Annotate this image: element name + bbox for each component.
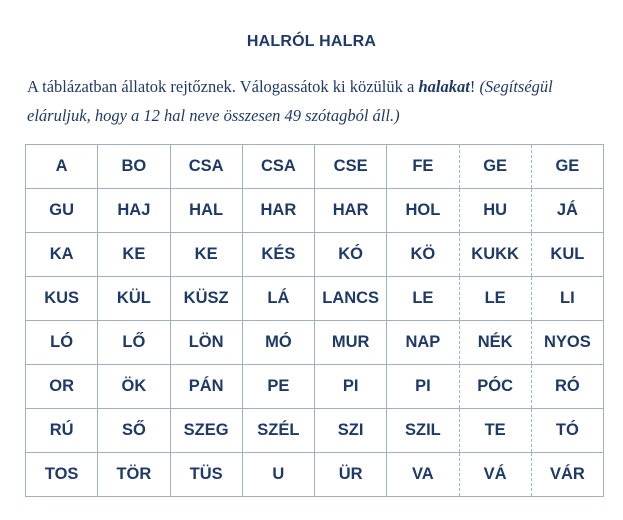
grid-cell[interactable]: LÁ	[242, 277, 314, 321]
grid-cell[interactable]: A	[26, 145, 98, 189]
grid-cell[interactable]: KE	[170, 233, 242, 277]
grid-cell[interactable]: BO	[98, 145, 170, 189]
syllable-grid	[25, 144, 604, 497]
instructions-text-end: !	[469, 77, 480, 96]
grid-cell[interactable]: ÖK	[98, 365, 170, 409]
grid-cell[interactable]: SZIL	[387, 409, 459, 453]
grid-cell[interactable]: PÁN	[170, 365, 242, 409]
grid-cell[interactable]: KUS	[26, 277, 98, 321]
grid-cell[interactable]: VA	[387, 453, 459, 497]
instructions-emphasis: halakat	[418, 77, 470, 96]
grid-cell[interactable]: TÜS	[170, 453, 242, 497]
grid-cell[interactable]: HAR	[315, 189, 387, 233]
grid-cell[interactable]: GE	[531, 145, 603, 189]
grid-cell[interactable]: LÓ	[26, 321, 98, 365]
grid-cell[interactable]: RÓ	[531, 365, 603, 409]
grid-cell[interactable]: CSA	[242, 145, 314, 189]
grid-cell[interactable]: NYOS	[531, 321, 603, 365]
grid-cell[interactable]: HOL	[387, 189, 459, 233]
grid-cell[interactable]: HU	[459, 189, 531, 233]
grid-cell[interactable]: MÓ	[242, 321, 314, 365]
grid-cell[interactable]: JÁ	[531, 189, 603, 233]
grid-cell[interactable]: KÓ	[315, 233, 387, 277]
grid-cell[interactable]: LANCS	[315, 277, 387, 321]
instructions-text: A táblázatban állatok rejtőznek. Válogassátok ki közülük a	[27, 77, 419, 96]
grid-cell[interactable]: KÜSZ	[170, 277, 242, 321]
grid-cell[interactable]: VÁ	[459, 453, 531, 497]
grid-cell[interactable]: HAR	[242, 189, 314, 233]
grid-cell[interactable]: OR	[26, 365, 98, 409]
grid-cell[interactable]: LI	[531, 277, 603, 321]
grid-cell[interactable]: LÖN	[170, 321, 242, 365]
instructions-hint: (Segítségül eláruljuk, hogy a 12 hal neve összesen 49 szótagból áll.)	[27, 77, 553, 125]
grid-cell[interactable]: U	[242, 453, 314, 497]
grid-cell[interactable]: GU	[26, 189, 98, 233]
grid-row	[26, 453, 604, 497]
grid-cell[interactable]: TE	[459, 409, 531, 453]
grid-row	[26, 277, 604, 321]
grid-cell[interactable]: KÜL	[98, 277, 170, 321]
grid-cell[interactable]: TOS	[26, 453, 98, 497]
grid-cell[interactable]: ÜR	[315, 453, 387, 497]
grid-cell[interactable]: SZI	[315, 409, 387, 453]
grid-cell[interactable]: KÖ	[387, 233, 459, 277]
page-title: HALRÓL HALRA	[246, 33, 377, 50]
grid-cell[interactable]: PE	[242, 365, 314, 409]
grid-cell[interactable]: SZEG	[170, 409, 242, 453]
grid-row	[26, 321, 604, 365]
grid-cell[interactable]: NÉK	[459, 321, 531, 365]
grid-cell[interactable]: LE	[387, 277, 459, 321]
grid-row	[26, 409, 604, 453]
grid-cell[interactable]: FE	[387, 145, 459, 189]
grid-row	[26, 233, 604, 277]
grid-cell[interactable]: LE	[459, 277, 531, 321]
grid-row	[26, 189, 604, 233]
grid-cell[interactable]: GE	[459, 145, 531, 189]
grid-cell[interactable]: PI	[315, 365, 387, 409]
grid-row	[26, 365, 604, 409]
grid-cell[interactable]: TÓ	[531, 409, 603, 453]
grid-cell[interactable]: PÓC	[459, 365, 531, 409]
grid-cell[interactable]: SŐ	[98, 409, 170, 453]
grid-cell[interactable]: KUKK	[459, 233, 531, 277]
grid-cell[interactable]: VÁR	[531, 453, 603, 497]
grid-cell[interactable]: HAJ	[98, 189, 170, 233]
grid-cell[interactable]: MUR	[315, 321, 387, 365]
grid-cell[interactable]: LŐ	[98, 321, 170, 365]
grid-cell[interactable]: KE	[98, 233, 170, 277]
grid-cell[interactable]: RÚ	[26, 409, 98, 453]
grid-cell[interactable]: CSA	[170, 145, 242, 189]
grid-cell[interactable]: KÉS	[242, 233, 314, 277]
grid-cell[interactable]: CSE	[315, 145, 387, 189]
grid-cell[interactable]: NAP	[387, 321, 459, 365]
grid-cell[interactable]: HAL	[170, 189, 242, 233]
grid-cell[interactable]: PI	[387, 365, 459, 409]
grid-cell[interactable]: KA	[26, 233, 98, 277]
grid-row	[26, 145, 604, 189]
grid-cell[interactable]: KUL	[531, 233, 603, 277]
instructions-paragraph	[27, 72, 607, 130]
grid-cell[interactable]: SZÉL	[242, 409, 314, 453]
grid-cell[interactable]: TÖR	[98, 453, 170, 497]
